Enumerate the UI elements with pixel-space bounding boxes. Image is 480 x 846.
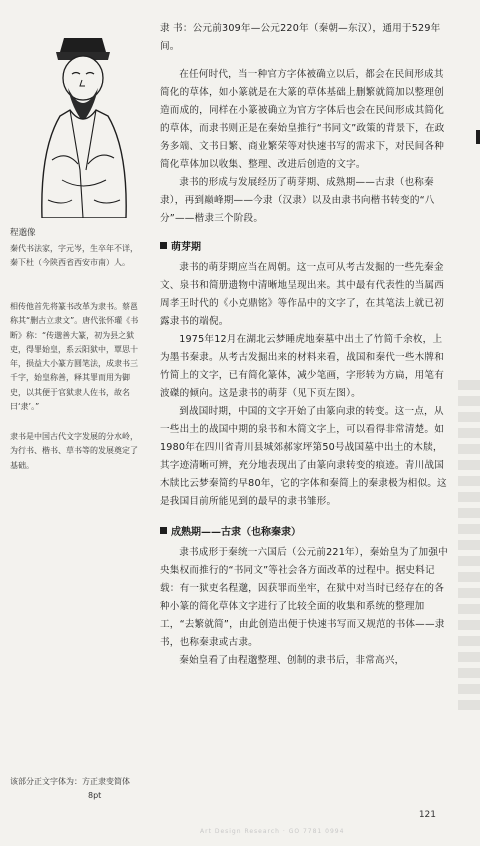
paragraph-7: 秦始皇看了由程邈整理、创制的隶书后，非常高兴，	[179, 655, 405, 666]
sidebar-paragraph-2: 隶书是中国古代文字发展的分水岭，为行书、楷书、草书等的发展奠定了基础。	[10, 432, 138, 470]
font-note-size: 8pt	[88, 791, 102, 800]
section-heading-sprouting-text: 萌芽期	[171, 242, 201, 253]
paragraph-5: 到战国时期，中国的文字开始了由篆向隶的转变。这一点，从一些出土的战国中期的泉书和木简文字上，可以看得非常清楚。如1980年在四川省青川县城郊郝家坪第50号战国墓中出土的木牍，其字迹清晰可辨，充分地表现出了由篆向隶转变的痕迹。青川战国木牍比云梦秦简约早80年，它的字体和秦简上的秦隶极为相似。这是我国目前所能见到的最早的隶书雏形。	[160, 406, 447, 507]
section-heading-mature	[160, 523, 452, 538]
heading-square-icon	[160, 527, 167, 534]
section-heading-mature-text: 成熟期——古隶（也称秦隶）	[171, 527, 301, 538]
sidebar-paragraph-1: 相传他首先将篆书改革为隶书。蔡邕称其“删古立隶文”。唐代张怀瓘《书断》称：“传邈善大篆，初为县之狱吏，得罪始皇，系云阳狱中，覃思十年，损益大小篆方圆笔法，成隶书三千字，始皇称善，释其罪而用为御史，以其便于官狱隶人佐书，故名曰‘隶’。”	[10, 302, 139, 412]
heading-square-icon	[160, 242, 167, 249]
bleed-through-text	[458, 380, 480, 710]
font-note	[10, 776, 130, 800]
paragraph-3: 隶书的萌芽期应当在周朝。这一点可从考古发掘的一些先秦金文、泉书和简册遗物中清晰地呈现出来。其中最有代表性的当属西周孝王时代的《小克鼎铭》等作品中的文字了，在其笔法上就已初露隶书的端倪。	[160, 262, 445, 327]
intro-line: 隶 书：公元前309年—公元220年（秦朝—东汉），通用于529年间。	[160, 23, 441, 52]
paragraph-6: 隶书成形于秦统一六国后（公元前221年），秦始皇为了加强中央集权而推行的“书同文”等社会各方面改革的过程中。据史料记载：有一狱吏名程邈，因获罪而坐牢，在狱中对当时已经存在的各种小篆的简化草体文字进行了比较全面的收集和系统的整理加工，“去繁就简”，由此创造出便于快速书写而又规范的书体——隶书，也称秦隶或古隶。	[160, 547, 448, 648]
paragraph-4: 1975年12月在湖北云梦睡虎地秦墓中出土了竹简千余枚，上为墨书秦隶。从考古发掘出来的材料来看，战国和秦代一些木牌和竹简上的文字，已有简化篆体，减少笔画，字形转为方扁，用笔有波磔的倾向。这是隶书的萌芽（见下页左图）。	[160, 334, 445, 399]
footer-watermark: Art Design Research · GO 7781 0994	[200, 828, 345, 835]
paragraph-2: 隶书的形成与发展经历了萌芽期、成熟期——古隶（也称秦隶），再到巅峰期——今隶（汉隶）以及由隶书向楷书转变的“八分”——楷隶三个阶段。	[160, 177, 435, 224]
main-text-column	[160, 20, 452, 670]
edge-tab-mark	[476, 130, 480, 144]
font-note-label: 该部分正文字体为：方正隶变简体	[10, 777, 130, 786]
cheng-miao-portrait-illustration	[22, 30, 144, 218]
page-number: 121	[418, 810, 436, 820]
paragraph-1: 在任何时代，当一种官方字体被确立以后，都会在民间形成其简化的草体，如小篆就是在大篆的草体基础上删繁就简加以整理创造而成的，同样在小篆被确立为官方字体后也会在民间形成其简化的草体，而隶书则正是在秦始皇推行“书同文”政策的背景下，在政务多端、文书日繁、商业繁荣等对快速书写的需求下，对民间各种简化草体加以收集、整理、改进后创造的文字。	[160, 69, 445, 170]
section-heading-sprouting	[160, 238, 452, 253]
portrait-caption-title: 程邈像	[10, 228, 36, 238]
portrait-caption-text: 秦代书法家，字元岑，生卒年不详，秦下杜（今陕西省西安市南）人。	[10, 244, 138, 267]
